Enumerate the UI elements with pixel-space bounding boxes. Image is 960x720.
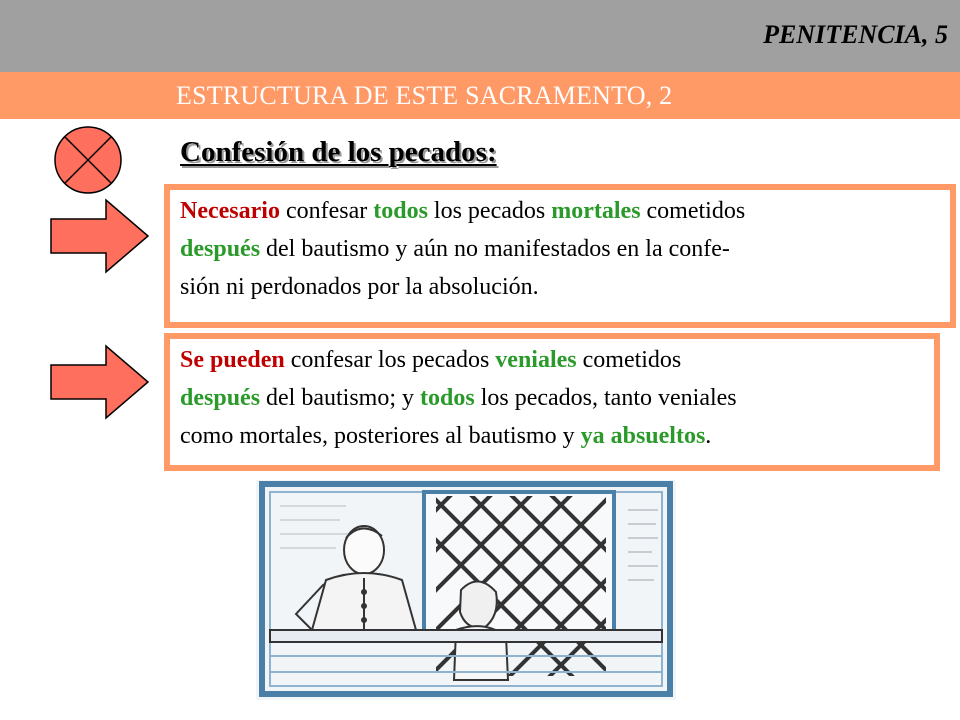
text-segment: confesar los pecados — [284, 347, 496, 373]
statement-line — [180, 379, 934, 417]
text-segment: cometidos — [640, 198, 746, 224]
slide-subtitle: ESTRUCTURA DE ESTE SACRAMENTO, 2 — [176, 81, 673, 110]
keyword-red: Se pueden — [180, 347, 285, 373]
keyword-green: ya absueltos — [580, 423, 706, 449]
text-segment: como mortales, posteriores al bautismo y — [180, 423, 581, 449]
right-arrow-icon — [48, 196, 152, 276]
statement-box-mortal-sins — [164, 184, 956, 328]
text-segment: . — [705, 423, 712, 449]
keyword-green: después — [180, 385, 261, 411]
text-segment: los pecados, tanto veniales — [474, 385, 737, 411]
statement-line — [180, 268, 950, 306]
subtitle-bar — [0, 72, 960, 119]
confessional-illustration — [256, 480, 676, 700]
keyword-green: después — [180, 236, 261, 262]
keyword-green: todos — [373, 198, 428, 224]
header-bar — [0, 0, 960, 72]
text-segment: del bautismo; y — [260, 385, 421, 411]
text-segment: del bautismo y aún no manifestados en la confe- — [260, 236, 730, 262]
slide-title: PENITENCIA, 5 — [763, 20, 948, 49]
statement-line — [180, 192, 950, 230]
keyword-green: mortales — [551, 198, 641, 224]
text-segment: cometidos — [576, 347, 682, 373]
right-arrow-icon — [48, 342, 152, 422]
statement-box-venial-sins — [164, 333, 940, 471]
crossed-circle-icon — [52, 124, 124, 196]
section-heading: Confesión de los pecados: — [180, 136, 497, 168]
text-segment: sión ni perdonados por la absolución. — [180, 274, 539, 300]
keyword-green: veniales — [495, 347, 577, 373]
statement-line — [180, 417, 934, 455]
keyword-red: Necesario — [180, 198, 280, 224]
text-segment: los pecados — [427, 198, 552, 224]
keyword-green: todos — [420, 385, 475, 411]
statement-line — [180, 230, 950, 268]
statement-line — [180, 341, 934, 379]
text-segment: confesar — [279, 198, 374, 224]
